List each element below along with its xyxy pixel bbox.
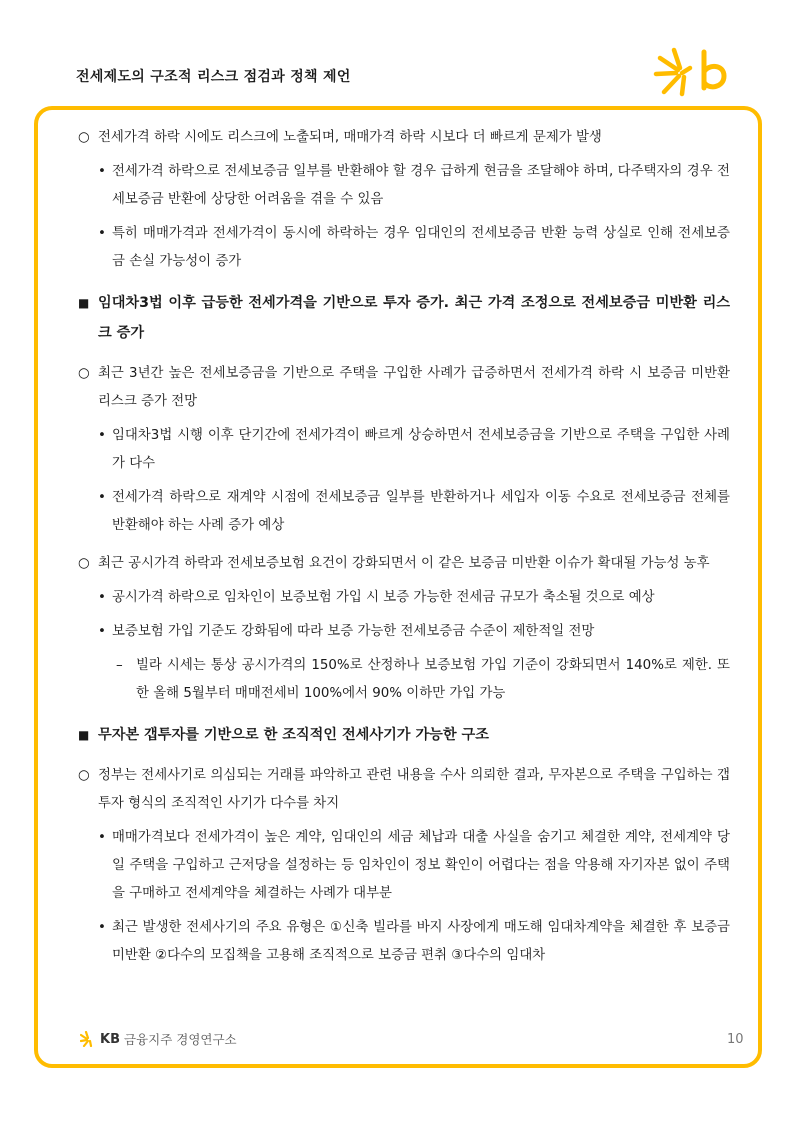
circle-marker: ○ [78, 556, 90, 571]
page-number: 10 [727, 1032, 744, 1047]
footer-logo [80, 1030, 237, 1048]
paragraph-text: 최근 3년간 높은 전세보증금을 기반으로 주택을 구입한 사례가 급증하면서 전세가격 하락 시 보증금 미반환 리스크 증가 전망 [98, 366, 730, 409]
dash-item [116, 652, 730, 708]
bullet-text: 공시가격 하락으로 임차인이 보증보험 가입 시 보증 가능한 전세금 규모가 축소될 것으로 예상 [112, 590, 655, 605]
bullet-marker: • [98, 226, 106, 241]
bullet-text: 보증보험 가입 기준도 강화됨에 따라 보증 가능한 전세보증금 수준이 제한적일 전망 [112, 624, 595, 639]
footer-org-prefix: KB [100, 1031, 120, 1047]
circle-item [78, 124, 730, 152]
paragraph-text: 정부는 전세사기로 의심되는 거래를 파악하고 관련 내용을 수사 의뢰한 결과, 무자본으로 주택을 구입하는 갭투자 형식의 조직적인 사기가 다수를 차지 [98, 768, 730, 811]
bullet-marker: • [98, 428, 106, 443]
bullet-text: 특히 매매가격과 전세가격이 동시에 하락하는 경우 임대인의 전세보증금 반환 능력 상실로 인해 전세보증금 손실 가능성이 증가 [112, 226, 730, 269]
bullet-marker: • [98, 490, 106, 505]
paragraph-text: 최근 공시가격 하락과 전세보증보험 요건이 강화되면서 이 같은 보증금 미반환 이슈가 확대될 가능성 농후 [98, 556, 710, 571]
circle-item [78, 762, 730, 818]
document-body [78, 124, 730, 976]
bullet-marker: • [98, 590, 106, 605]
bullet-text: 임대차3법 시행 이후 단기간에 전세가격이 빠르게 상승하면서 전세보증금을 기반으로 주택을 구입한 사례가 다수 [112, 428, 730, 471]
bullet-marker: • [98, 164, 106, 179]
bullet-text: 최근 발생한 전세사기의 주요 유형은 ①신축 빌라를 바지 사장에게 매도해 임대차계약을 체결한 후 보증금 미반환 ②다수의 모집책을 고용해 조직적으로 보증금 편취 ③다수의 임대차 [112, 920, 730, 963]
section-heading [78, 720, 730, 750]
document-title: 전세제도의 구조적 리스크 점검과 정책 제언 [76, 69, 351, 85]
circle-marker: ○ [78, 366, 90, 381]
bullet-marker: • [98, 624, 106, 639]
section-heading-text: 임대차3법 이후 급등한 전세가격을 기반으로 투자 증가. 최근 가격 조정으로 전세보증금 미반환 리스크 증가 [98, 295, 730, 341]
bullet-item [98, 618, 730, 646]
bullet-marker: • [98, 920, 106, 935]
bullet-item [98, 824, 730, 908]
section-heading [78, 288, 730, 348]
bullet-text: 전세가격 하락으로 재계약 시점에 전세보증금 일부를 반환하거나 세입자 이동 수요로 전세보증금 전체를 반환해야 하는 사례 증가 예상 [112, 490, 730, 533]
bullet-item [98, 584, 730, 612]
bullet-marker: • [98, 830, 106, 845]
bullet-text: 매매가격보다 전세가격이 높은 계약, 임대인의 세금 체납과 대출 사실을 숨기고 체결한 계약, 전세계약 당일 주택을 구입하고 근저당을 설정하는 등 임차인이 정보 확인이 어렵다는 점을 악용해 자기자본 없이 주택을 구매하고 전세계약을 체결하는 사례가 대부분 [112, 830, 730, 901]
bullet-item [98, 422, 730, 478]
circle-item [78, 550, 730, 578]
kb-star-logo-icon [652, 44, 736, 100]
circle-marker: ○ [78, 130, 90, 145]
bullet-text: 전세가격 하락으로 전세보증금 일부를 반환해야 할 경우 급하게 현금을 조달해야 하며, 다주택자의 경우 전세보증금 반환에 상당한 어려움을 겪을 수 있음 [112, 164, 730, 207]
dash-marker: – [116, 658, 123, 673]
circle-item [78, 360, 730, 416]
square-marker: ■ [78, 296, 90, 310]
bullet-item [98, 158, 730, 214]
bullet-item [98, 220, 730, 276]
paragraph-text: 전세가격 하락 시에도 리스크에 노출되며, 매매가격 하락 시보다 더 빠르게 문제가 발생 [98, 130, 602, 145]
square-marker: ■ [78, 728, 90, 742]
footer-org-name: 금융지주 경영연구소 [123, 1032, 237, 1047]
dash-text: 빌라 시세는 통상 공시가격의 150%로 산정하나 보증보험 가입 기준이 강화되면서 140%로 제한. 또한 올해 5월부터 매매전세비 100%에서 90% 이하만 가입 가능 [136, 658, 730, 701]
bullet-item [98, 914, 730, 970]
circle-marker: ○ [78, 768, 90, 783]
section-heading-text: 무자본 갭투자를 기반으로 한 조직적인 전세사기가 가능한 구조 [98, 727, 489, 743]
kb-small-star-icon [80, 1031, 100, 1047]
bullet-item [98, 484, 730, 540]
